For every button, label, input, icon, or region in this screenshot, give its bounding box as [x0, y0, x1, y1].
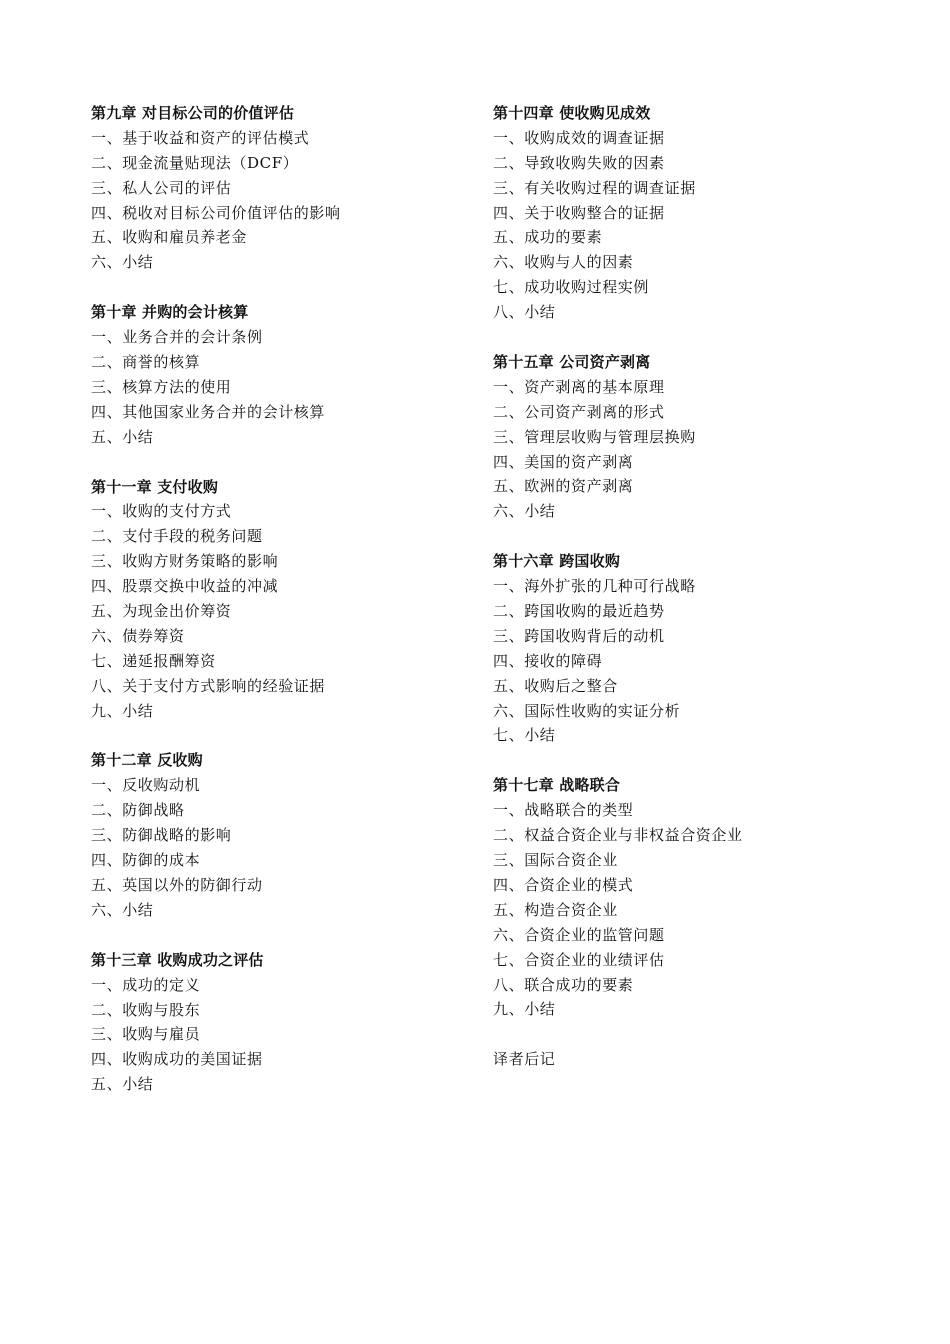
section-item: 五、英国以外的防御行动 — [91, 875, 263, 894]
section-item: 二、商誉的核算 — [91, 353, 201, 372]
section-item: 四、防御的成本 — [91, 851, 201, 870]
section-item: 七、小结 — [493, 726, 556, 745]
section-item: 八、关于支付方式影响的经验证据 — [91, 676, 326, 695]
chapter-block — [493, 350, 893, 524]
section-item: 一、资产剥离的基本原理 — [493, 377, 665, 396]
section-item: 三、有关收购过程的调查证据 — [493, 178, 696, 197]
chapter-block — [91, 475, 491, 724]
section-item: 五、小结 — [91, 1075, 154, 1094]
section-item: 四、关于收购整合的证据 — [493, 203, 665, 222]
section-item: 二、现金流量贴现法（DCF） — [91, 153, 299, 172]
section-item: 四、接收的障碍 — [493, 651, 603, 670]
section-item: 二、跨国收购的最近趋势 — [493, 602, 665, 621]
chapter-block — [493, 101, 893, 325]
chapter-block — [91, 748, 491, 922]
section-item: 一、基于收益和资产的评估模式 — [91, 128, 310, 147]
section-item: 四、收购成功的美国证据 — [91, 1050, 263, 1069]
section-item: 六、合资企业的监管问题 — [493, 925, 665, 944]
section-item: 六、小结 — [91, 900, 154, 919]
section-item: 九、小结 — [493, 1000, 556, 1019]
chapter-title: 第十二章 反收购 — [91, 751, 203, 770]
section-item: 二、权益合资企业与非权益合资企业 — [493, 826, 743, 845]
section-item: 七、递延报酬筹资 — [91, 651, 216, 670]
chapter-title: 第十四章 使收购见成效 — [493, 104, 651, 122]
section-item: 三、跨国收购背后的动机 — [493, 626, 665, 645]
section-item: 二、防御战略 — [91, 801, 185, 820]
section-item: 二、公司资产剥离的形式 — [493, 402, 665, 421]
section-item: 三、核算方法的使用 — [91, 377, 232, 396]
section-item: 七、成功收购过程实例 — [493, 278, 650, 297]
chapter-title: 第十章 并购的会计核算 — [91, 303, 249, 322]
toc-left-column — [91, 101, 491, 1122]
section-item: 三、防御战略的影响 — [91, 826, 232, 845]
section-item: 一、战略联合的类型 — [493, 801, 634, 820]
section-item: 七、合资企业的业绩评估 — [493, 950, 665, 969]
section-item: 四、股票交换中收益的冲减 — [91, 577, 279, 596]
toc-right-column — [493, 101, 893, 1072]
chapter-block — [493, 549, 893, 748]
section-item: 一、反收购动机 — [91, 776, 201, 795]
section-item: 五、构造合资企业 — [493, 900, 618, 919]
section-item: 四、税收对目标公司价值评估的影响 — [91, 203, 341, 222]
section-item: 五、收购后之整合 — [493, 676, 618, 695]
section-item: 一、收购的支付方式 — [91, 502, 232, 521]
section-item: 一、收购成效的调查证据 — [493, 128, 665, 147]
section-item: 二、支付手段的税务问题 — [91, 527, 263, 546]
section-item: 三、私人公司的评估 — [91, 178, 232, 197]
section-item: 九、小结 — [91, 701, 154, 720]
section-item: 六、小结 — [493, 502, 556, 521]
section-item: 三、管理层收购与管理层换购 — [493, 427, 696, 446]
section-item: 五、收购和雇员养老金 — [91, 228, 248, 247]
chapter-title: 第九章 对目标公司的价值评估 — [91, 104, 295, 122]
section-item: 一、海外扩张的几种可行战略 — [493, 577, 696, 596]
chapter-block — [91, 300, 491, 449]
chapter-title: 第十七章 战略联合 — [493, 776, 621, 795]
chapter-block — [493, 773, 893, 1022]
chapter-title: 第十六章 跨国收购 — [493, 552, 621, 571]
postscript-item: 译者后记 — [493, 1050, 556, 1069]
section-item: 五、小结 — [91, 427, 154, 446]
section-item: 六、收购与人的因素 — [493, 253, 634, 272]
chapter-title: 第十一章 支付收购 — [91, 477, 219, 496]
chapter-title: 第十三章 收购成功之评估 — [91, 950, 264, 969]
section-item: 二、收购与股东 — [91, 1000, 201, 1019]
section-item: 八、小结 — [493, 303, 556, 322]
section-item: 三、国际合资企业 — [493, 851, 618, 870]
section-item: 四、合资企业的模式 — [493, 875, 634, 894]
chapter-block — [91, 948, 491, 1097]
section-item: 五、成功的要素 — [493, 228, 603, 247]
section-item: 五、欧洲的资产剥离 — [493, 477, 634, 496]
section-item: 一、业务合并的会计条例 — [91, 328, 263, 347]
section-item: 一、成功的定义 — [91, 975, 201, 994]
chapter-block — [91, 101, 491, 275]
chapter-title: 第十五章 公司资产剥离 — [493, 353, 651, 372]
section-item: 四、其他国家业务合并的会计核算 — [91, 402, 326, 421]
section-item: 六、国际性收购的实证分析 — [493, 701, 681, 720]
section-item: 三、收购方财务策略的影响 — [91, 552, 279, 571]
section-item: 二、导致收购失败的因素 — [493, 153, 665, 172]
section-item: 六、债券筹资 — [91, 626, 185, 645]
section-item: 六、小结 — [91, 253, 154, 272]
section-item: 四、美国的资产剥离 — [493, 452, 634, 471]
section-item: 五、为现金出价筹资 — [91, 602, 232, 621]
section-item: 八、联合成功的要素 — [493, 975, 634, 994]
section-item: 三、收购与雇员 — [91, 1025, 201, 1044]
